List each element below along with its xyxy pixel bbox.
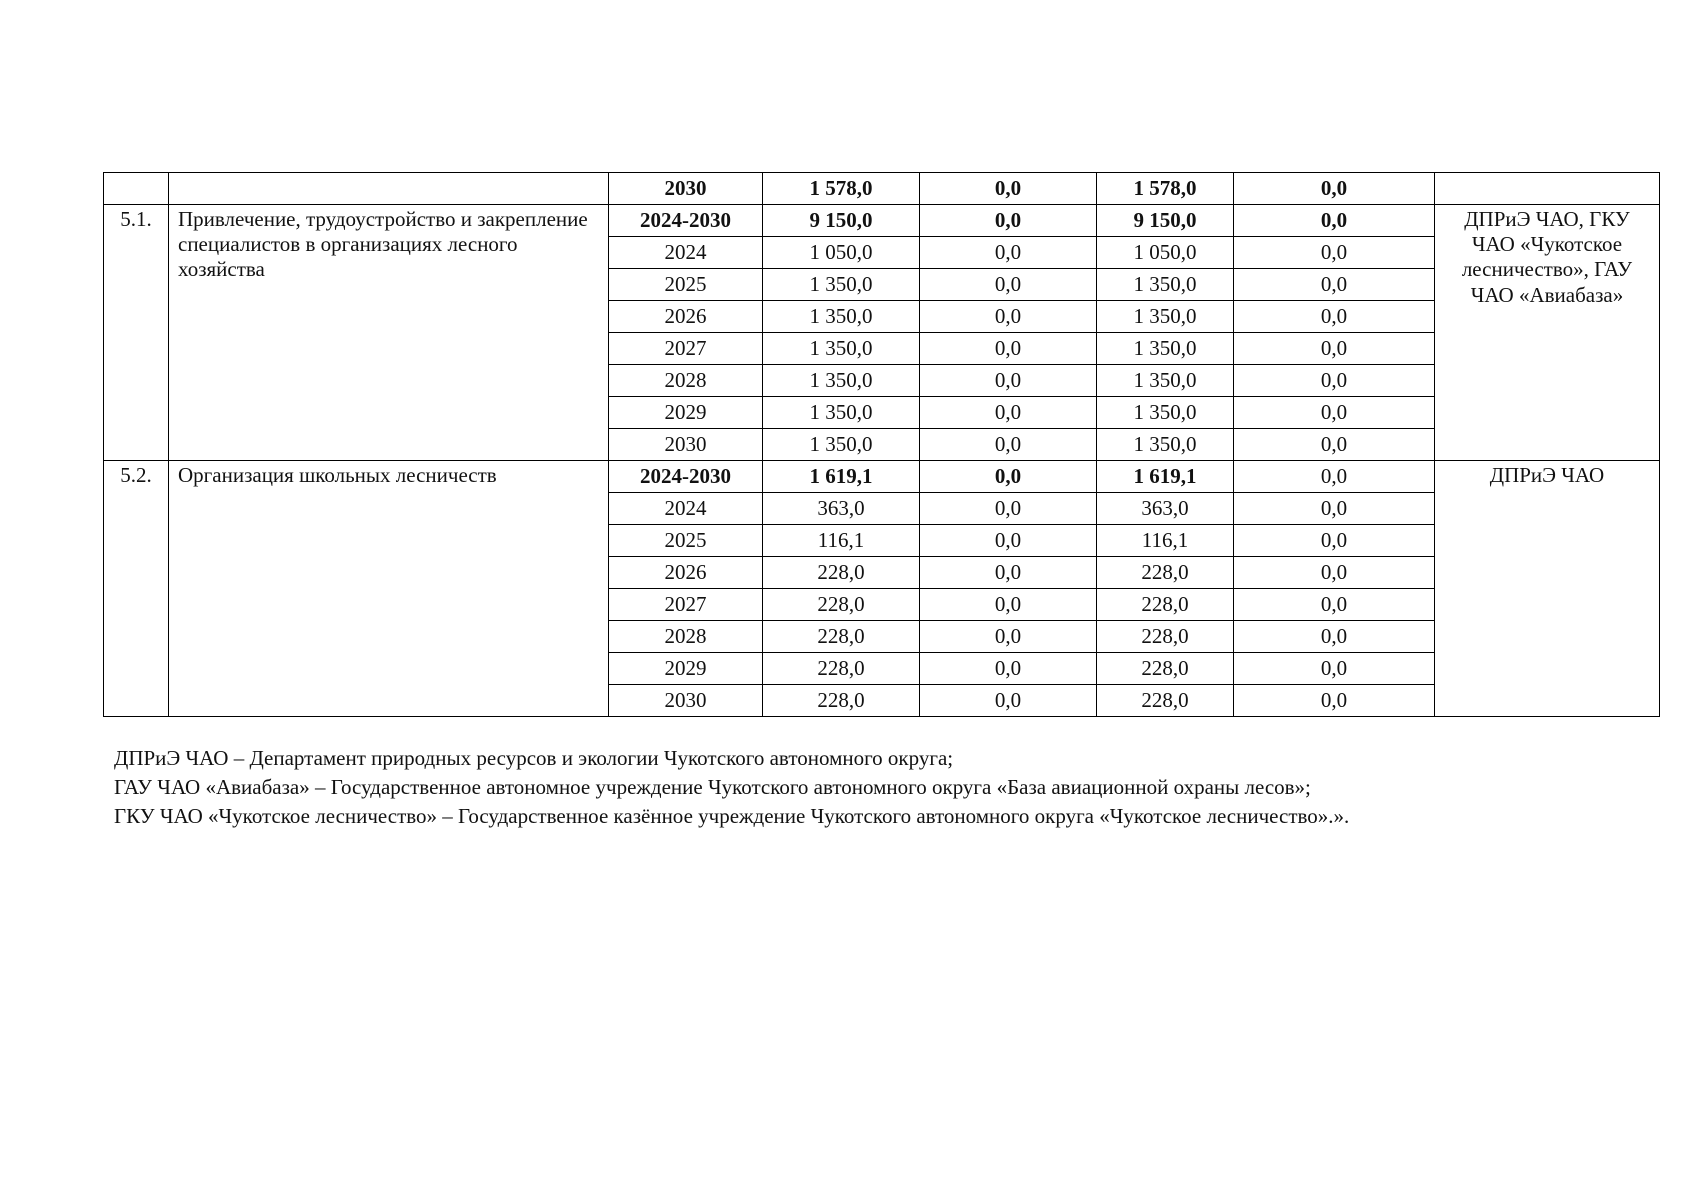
value-cell: 0,0	[1234, 525, 1435, 557]
value-cell: 116,1	[763, 525, 920, 557]
value-cell: 1 050,0	[763, 237, 920, 269]
value-cell: 0,0	[920, 557, 1097, 589]
value-cell: 0,0	[1234, 429, 1435, 461]
year-cell: 2025	[609, 269, 763, 301]
section-name-cell: Организация школьных лесничеств	[169, 461, 609, 717]
value-cell: 0,0	[1234, 653, 1435, 685]
value-cell: 0,0	[920, 589, 1097, 621]
year-cell: 2030	[609, 429, 763, 461]
note-line: ГАУ ЧАО «Авиабаза» – Государственное автономное учреждение Чукотского автономного округа «База авиационной охраны лесов»;	[114, 775, 1311, 799]
value-cell: 0,0	[1234, 493, 1435, 525]
year-cell: 2026	[609, 301, 763, 333]
value-cell: 0,0	[1234, 269, 1435, 301]
value-cell: 1 050,0	[1097, 237, 1234, 269]
value-cell: 1 350,0	[763, 429, 920, 461]
responsible-cell: ДПРиЭ ЧАО	[1435, 461, 1660, 717]
value-cell: 1 350,0	[1097, 365, 1234, 397]
value-cell: 9 150,0	[763, 205, 920, 237]
value-cell: 228,0	[763, 621, 920, 653]
note-line: ДПРиЭ ЧАО – Департамент природных ресурсов и экологии Чукотского автономного округа;	[114, 746, 954, 770]
name-cell	[169, 173, 609, 205]
value-cell: 0,0	[1234, 301, 1435, 333]
value-cell: 0,0	[1234, 205, 1435, 237]
value-cell: 0,0	[920, 461, 1097, 493]
value-cell: 228,0	[763, 589, 920, 621]
value-cell: 1 350,0	[1097, 429, 1234, 461]
value-cell: 0,0	[920, 173, 1097, 205]
value-cell: 0,0	[1234, 621, 1435, 653]
value-cell: 0,0	[1234, 461, 1435, 493]
value-cell: 228,0	[763, 557, 920, 589]
year-cell: 2030	[609, 173, 763, 205]
table-row	[104, 205, 1660, 237]
value-cell: 363,0	[763, 493, 920, 525]
value-cell: 0,0	[1234, 685, 1435, 717]
value-cell: 0,0	[1234, 365, 1435, 397]
year-cell: 2028	[609, 365, 763, 397]
value-cell: 363,0	[1097, 493, 1234, 525]
value-cell: 0,0	[920, 397, 1097, 429]
value-cell: 228,0	[1097, 589, 1234, 621]
value-cell: 1 619,1	[763, 461, 920, 493]
value-cell: 1 350,0	[1097, 333, 1234, 365]
program-funding-table	[103, 172, 1660, 717]
year-cell: 2030	[609, 685, 763, 717]
value-cell: 0,0	[1234, 557, 1435, 589]
value-cell: 0,0	[920, 333, 1097, 365]
value-cell: 1 350,0	[763, 269, 920, 301]
value-cell: 1 578,0	[1097, 173, 1234, 205]
value-cell: 1 350,0	[1097, 397, 1234, 429]
value-cell: 0,0	[920, 525, 1097, 557]
value-cell: 1 350,0	[1097, 301, 1234, 333]
value-cell: 0,0	[920, 685, 1097, 717]
value-cell: 1 578,0	[763, 173, 920, 205]
value-cell: 228,0	[1097, 557, 1234, 589]
table-row	[104, 173, 1660, 205]
abbreviation-notes	[114, 744, 1654, 831]
value-cell: 0,0	[920, 301, 1097, 333]
year-cell: 2026	[609, 557, 763, 589]
value-cell: 0,0	[920, 237, 1097, 269]
value-cell: 1 350,0	[763, 365, 920, 397]
section-index-cell: 5.2.	[104, 461, 169, 717]
value-cell: 0,0	[920, 429, 1097, 461]
value-cell: 228,0	[1097, 685, 1234, 717]
value-cell: 0,0	[920, 621, 1097, 653]
year-cell: 2028	[609, 621, 763, 653]
value-cell: 0,0	[1234, 237, 1435, 269]
value-cell: 116,1	[1097, 525, 1234, 557]
value-cell: 0,0	[1234, 173, 1435, 205]
value-cell: 1 350,0	[763, 397, 920, 429]
table-body	[104, 173, 1660, 717]
section-name-cell: Привлечение, трудоустройство и закрепление специалистов в организациях лесного хозяйства	[169, 205, 609, 461]
value-cell: 1 350,0	[1097, 269, 1234, 301]
index-cell	[104, 173, 169, 205]
year-cell: 2029	[609, 653, 763, 685]
value-cell: 228,0	[763, 685, 920, 717]
table-row	[104, 461, 1660, 493]
value-cell: 0,0	[920, 269, 1097, 301]
value-cell: 228,0	[1097, 653, 1234, 685]
year-cell: 2029	[609, 397, 763, 429]
year-cell: 2024	[609, 237, 763, 269]
value-cell: 0,0	[1234, 589, 1435, 621]
value-cell: 0,0	[920, 493, 1097, 525]
value-cell: 1 350,0	[763, 301, 920, 333]
year-cell: 2027	[609, 589, 763, 621]
value-cell: 0,0	[1234, 333, 1435, 365]
value-cell: 0,0	[920, 653, 1097, 685]
responsible-cell	[1435, 173, 1660, 205]
value-cell: 1 619,1	[1097, 461, 1234, 493]
year-cell: 2025	[609, 525, 763, 557]
value-cell: 0,0	[920, 205, 1097, 237]
value-cell: 0,0	[1234, 397, 1435, 429]
year-cell: 2024-2030	[609, 461, 763, 493]
year-cell: 2024-2030	[609, 205, 763, 237]
value-cell: 1 350,0	[763, 333, 920, 365]
value-cell: 228,0	[1097, 621, 1234, 653]
section-index-cell: 5.1.	[104, 205, 169, 461]
note-line: ГКУ ЧАО «Чукотское лесничество» – Государственное казённое учреждение Чукотского автономного округа «Чукотское лесничество».».	[114, 804, 1350, 828]
value-cell: 228,0	[763, 653, 920, 685]
value-cell: 0,0	[920, 365, 1097, 397]
year-cell: 2027	[609, 333, 763, 365]
value-cell: 9 150,0	[1097, 205, 1234, 237]
year-cell: 2024	[609, 493, 763, 525]
responsible-cell: ДПРиЭ ЧАО, ГКУ ЧАО «Чукотское лесничество», ГАУ ЧАО «Авиабаза»	[1435, 205, 1660, 461]
